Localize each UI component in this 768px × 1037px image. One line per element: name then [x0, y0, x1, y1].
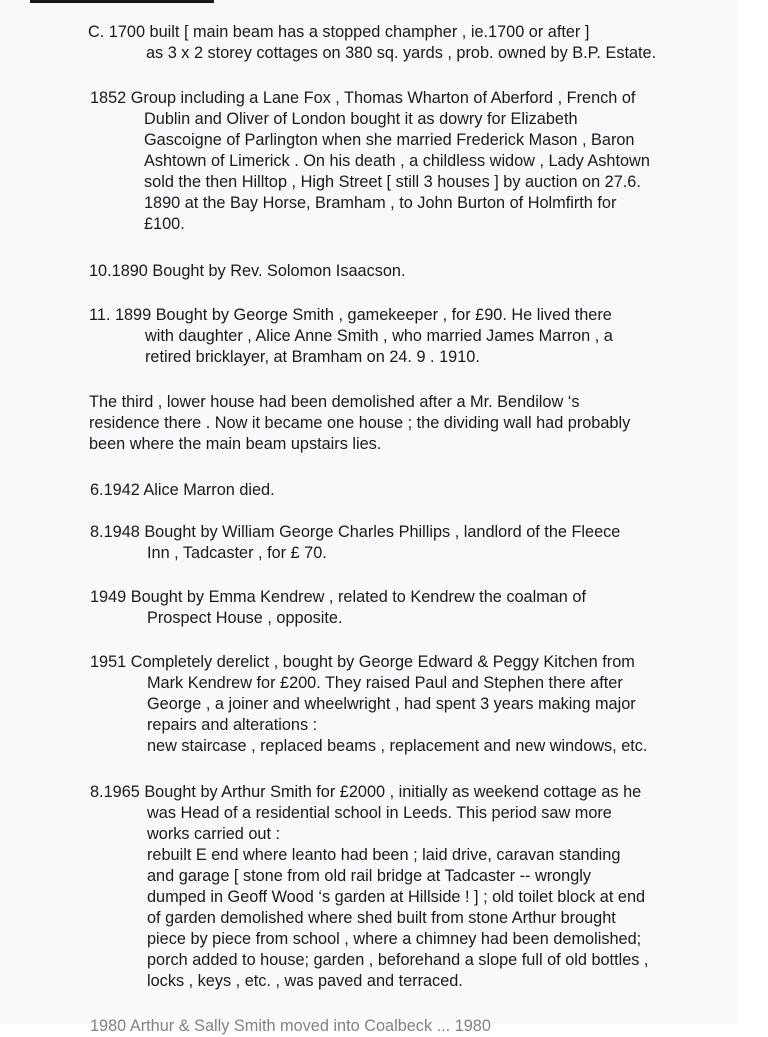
entry-1852	[90, 88, 750, 235]
entry-1949	[90, 587, 750, 629]
entry-line: 1852 Group including a Lane Fox , Thomas Wharton of Aberford , French of	[90, 89, 636, 107]
entry-line: 1890 at the Bay Horse, Bramham , to John Burton of Holmfirth for	[144, 194, 617, 212]
entry-line: retired bricklayer, at Bramham on 24. 9 . 1910.	[145, 348, 480, 366]
entry-8-1948	[90, 522, 750, 564]
entry-line: porch added to house; garden , beforehand a slope full of old bottles ,	[147, 951, 649, 969]
entry-line: Inn , Tadcaster , for £ 70.	[147, 544, 327, 562]
entry-line: repairs and alterations :	[147, 716, 318, 734]
entry-line: 8.1948 Bought by William George Charles Phillips , landlord of the Fleece	[90, 523, 621, 541]
entry-line: with daughter , Alice Anne Smith , who married James Marron , a	[145, 327, 613, 345]
entry-line: 11. 1899 Bought by George Smith , gamekeeper , for £90. He lived there	[89, 306, 612, 324]
entry-line: locks , keys , etc. , was paved and terraced.	[147, 972, 463, 990]
entry-line: 6.1942 Alice Marron died.	[90, 481, 275, 499]
entry-line: was Head of a residential school in Leeds. This period saw more	[147, 804, 612, 822]
cut-off-line: 1980 Arthur & Sally Smith moved into Coalbeck ... 1980	[90, 1017, 491, 1035]
entry-line: 10.1890 Bought by Rev. Solomon Isaacson.	[89, 262, 406, 280]
entry-line: Ashtown of Limerick . On his death , a childless widow , Lady Ashtown	[144, 152, 650, 170]
entry-line: Mark Kendrew for £200. They raised Paul and Stephen there after	[147, 674, 623, 692]
entry-line: rebuilt E end where leanto had been ; laid drive, caravan standing	[147, 846, 621, 864]
entry-line: 1951 Completely derelict , bought by George Edward & Peggy Kitchen from	[90, 653, 635, 671]
entry-1951	[90, 652, 750, 757]
entry-8-1965	[90, 782, 750, 992]
entry-line: £100.	[144, 215, 185, 233]
entry-line: sold the then Hilltop , High Street [ still 3 houses ] by auction on 27.6.	[144, 173, 641, 191]
entry-line: and garage [ stone from old rail bridge at Tadcaster -- wrongly	[147, 867, 592, 885]
entry-line: George , a joiner and wheelwright , had spent 3 years making major	[147, 695, 636, 713]
entry-c1700	[88, 22, 748, 64]
paragraph-third-house	[89, 392, 749, 455]
entry-line: new staircase , replaced beams , replacement and new windows, etc.	[147, 737, 648, 755]
entry-line: Gascoigne of Parlington when she married Frederick Mason , Baron	[144, 131, 635, 149]
entry-11-1899	[89, 305, 749, 368]
entry-line: as 3 x 2 storey cottages on 380 sq. yards , prob. owned by B.P. Estate.	[146, 44, 657, 62]
entry-line: Prospect House , opposite.	[147, 609, 343, 627]
paragraph-line: been where the main beam upstairs lies.	[89, 435, 382, 453]
paragraph-line: residence there . Now it became one house ; the dividing wall had probably	[89, 414, 631, 432]
entry-line: of garden demolished where shed built from stone Arthur brought	[147, 909, 616, 927]
top-edge-bar	[30, 0, 214, 3]
paragraph-line: The third , lower house had been demolished after a Mr. Bendilow ‘s	[89, 393, 580, 411]
entry-10-1890	[89, 261, 749, 282]
entry-line: C. 1700 built [ main beam has a stopped champher , ie.1700 or after ]	[88, 23, 590, 41]
entry-line: 1949 Bought by Emma Kendrew , related to Kendrew the coalman of	[90, 588, 586, 606]
entry-line: works carried out :	[147, 825, 281, 843]
entry-6-1942	[90, 480, 750, 501]
entry-line: piece by piece from school , where a chimney had been demolished;	[147, 930, 642, 948]
entry-line: dumped in Geoff Wood ‘s garden at Hillside ! ] ; old toilet block at end	[147, 888, 646, 906]
entry-line: 8.1965 Bought by Arthur Smith for £2000 , initially as weekend cottage as he	[90, 783, 642, 801]
entry-line: Dublin and Oliver of London bought it as dowry for Elizabeth	[144, 110, 578, 128]
